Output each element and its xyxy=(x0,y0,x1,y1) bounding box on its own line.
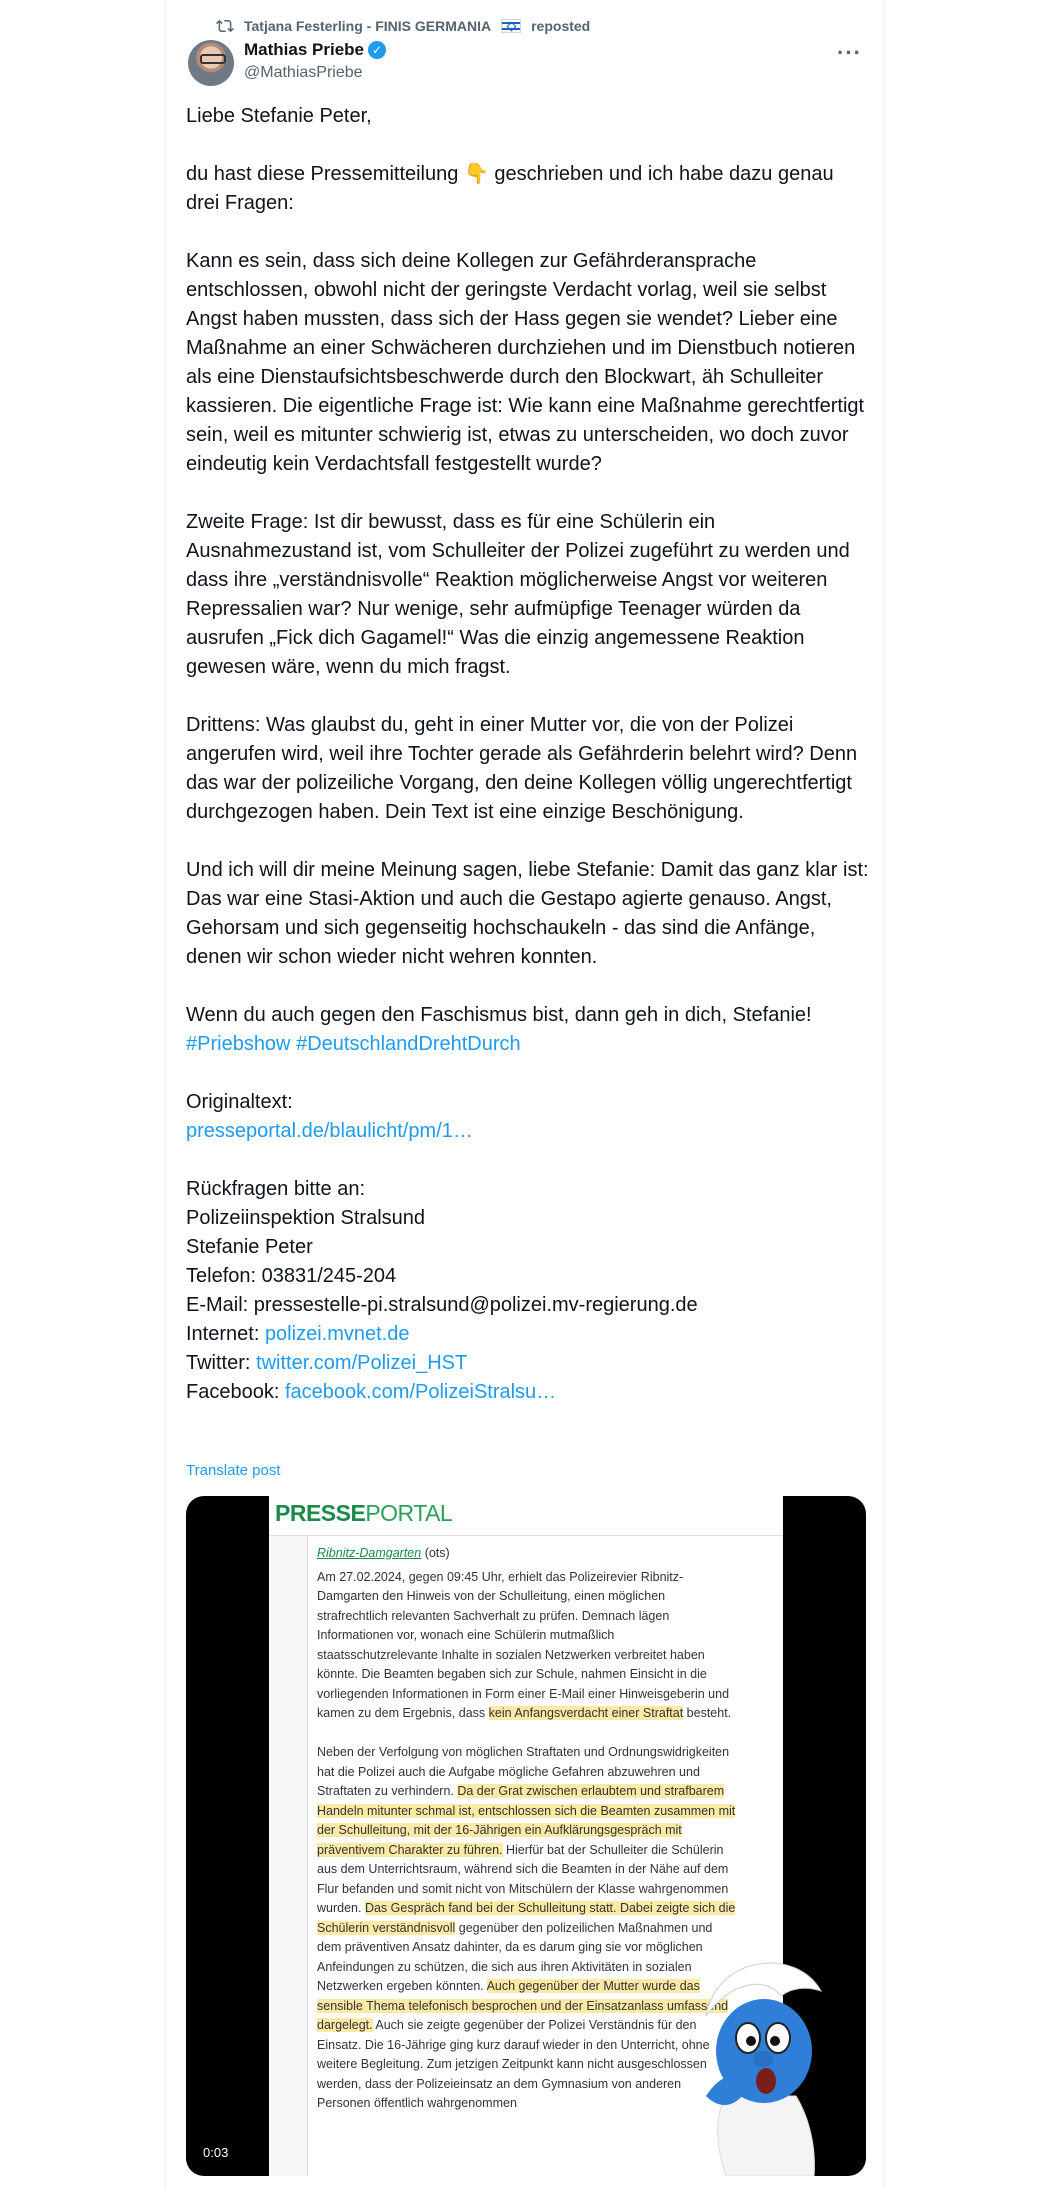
hashtag-priebshow[interactable]: #Priebshow xyxy=(186,1033,291,1055)
reposter-name[interactable]: Tatjana Festerling - FINIS GERMANIA xyxy=(244,18,492,34)
original-link[interactable]: presseportal.de/blaulicht/pm/1… xyxy=(186,1120,473,1142)
video-player[interactable] xyxy=(186,1496,866,2176)
repost-indicator xyxy=(216,16,590,36)
smurf-cartoon-icon xyxy=(686,1946,836,2176)
post-greeting: Liebe Stefanie Peter, xyxy=(186,105,372,127)
post-paragraph-4: Drittens: Was glaubst du, geht in einer Mutter vor, die von der Polizei angerufen wird, weil ihre Tochter gerade als Gefährderin belehrt wird? Denn das war der polizeiliche Vorgang, den deine Kollegen völlig ungerechtfertigt durchgezogen haben. Dein Text ist eine einzige Beschönigung. xyxy=(186,714,858,823)
post-paragraph-5: Und ich will dir meine Meinung sagen, liebe Stefanie: Damit das ganz klar ist: Das war eine Stasi-Aktion und auch die Gestapo agierte genauso. Angst, Gehorsam und sich gegenseitig hochschaukeln - das sind die Anfänge, denen wir schon wieder nicht wehren konnten. xyxy=(186,859,869,968)
repost-icon xyxy=(216,17,234,35)
author-name-text[interactable]: Mathias Priebe xyxy=(244,40,364,59)
tweet-card[interactable] xyxy=(165,0,885,2189)
flag-icon xyxy=(501,19,521,33)
video-timestamp: 0:03 xyxy=(198,2143,233,2162)
contact-email: E-Mail: pressestelle-pi.stralsund@polizei.mv-regierung.de xyxy=(186,1294,698,1316)
translate-post-link[interactable]: Translate post xyxy=(186,1462,281,1479)
contact-intro: Rückfragen bitte an: xyxy=(186,1178,365,1200)
pointing-down-emoji-icon: 👇 xyxy=(463,163,489,185)
internet-link[interactable]: polizei.mvnet.de xyxy=(264,1323,410,1345)
hashtag-deutschlanddrehtdurch[interactable]: #DeutschlandDrehtDurch xyxy=(296,1033,521,1055)
contact-internet: Internet: polizei.mvnet.de xyxy=(186,1323,410,1345)
tweet-text xyxy=(186,102,870,1407)
more-options-icon[interactable]: ··· xyxy=(837,40,862,65)
contact-org: Polizeiinspektion Stralsund xyxy=(186,1207,426,1229)
presseportal-logo: PRESSEPORTAL xyxy=(269,1496,783,1536)
original-label: Originaltext: xyxy=(186,1091,293,1113)
repost-suffix: reposted xyxy=(531,18,591,34)
author-handle[interactable]: @MathiasPriebe xyxy=(244,64,363,81)
avatar[interactable] xyxy=(188,40,234,86)
verified-badge-icon[interactable]: ✓ xyxy=(368,41,386,59)
post-paragraph-1: du hast diese Pressemitteilung 👇 geschrieben und ich habe dazu genau drei Fragen: xyxy=(186,163,834,214)
contact-phone: Telefon: 03831/245-204 xyxy=(186,1265,397,1287)
hashtags xyxy=(186,1030,870,1059)
author-name[interactable] xyxy=(244,40,386,60)
twitter-link[interactable]: twitter.com/Polizei_HST xyxy=(256,1352,468,1374)
post-paragraph-3: Zweite Frage: Ist dir bewusst, dass es für eine Schülerin ein Ausnahmezustand ist, vom Schulleiter der Polizei zugeführt zu werden und dass ihre „verständnisvolle“ Reaktion möglicherweise Angst vor weiteren Repressalien war? Nur wenige, sehr aufmüpfige Teenager würden da ausrufen „Fick dich Gagamel!“ Was die einzig angemessene Reaktion gewesen wäre, wenn du mich fragst. xyxy=(186,511,850,678)
contact-facebook: Facebook: facebook.com/PolizeiStralsu… xyxy=(186,1381,557,1403)
facebook-link[interactable]: facebook.com/PolizeiStralsu… xyxy=(284,1381,557,1403)
post-paragraph-6: Wenn du auch gegen den Faschismus bist, dann geh in dich, Stefanie! xyxy=(186,1004,812,1026)
press-place: Ribnitz-Damgarten xyxy=(317,1546,422,1560)
contact-person: Stefanie Peter xyxy=(186,1236,313,1258)
press-release-text: Ribnitz-Damgarten (ots) Am 27.02.2024, gegen 09:45 Uhr, erhielt das Polizeirevier Ribnitz-Damgarten den Hinweis von der Schulleitung, einen möglichen strafrechtlich relevanten Sachverhalt zu prüfen. Demnach lägen Informationen vor, wonach eine Schülerin mutmaßlich staatsschutzrelevante Inhalte in sozialen Netzwerken verbreitet haben könnte. Die Beamten begaben sich zur Schule, nahmen Einsicht in die vorliegenden Informationen in Form einer E-Mail einer Hinweisgeberin und kamen zu dem Ergebnis, dass kein Anfangsverdacht einer Straftat besteht. Neben der Verfolgung von möglichen Straftaten und Ordnungswidrigkeiten hat die Polizei auch die Aufgabe mögliche Gefahren abzuwehren und Straftaten zu verhindern. Da der Grat zwischen erlaubtem und strafbarem Handeln mitunter schmal ist, entschlossen sich die Beamten zusammen mit der Schulleitung, mit der 16-Jährigen ein Aufklärungsgespräch mit präventivem Charakter zu führen. Hierfür bat der Schulleiter die Schülerin aus dem Unterrichtsraum, während sich die Beamten in der Nähe auf dem Flur befanden und somit nicht von Mitschülern der Klasse wahrgenommen wurden. Das Gespräch fand bei der Schulleitung statt. Dabei zeigte sich die Schülerin verständnisvoll gegenüber den polizeilichen Maßnahmen und dem präventiven Ansatz dahinter, da es darum ging sie vor möglichen Anfeindungen zu schützen, die sich aus ihren Aktivitäten in sozialen Netzwerken ergeben könnten. Auch gegenüber der Mutter wurde das sensible Thema telefonisch besprochen und der Einsatzanlass umfassend dargelegt. Auch sie zeigte gegenüber der Polizei Verständnis für den Einsatz. Die 16-Jährige ging kurz darauf wieder in den Unterricht, ohne weitere Begleitung. Zum jetzigen Zeitpunkt kann nicht ausgeschlossen werden, dass der Polizeieinsatz an dem Gymnasium von anderen Personen öffentlich wahrgenommen xyxy=(317,1546,736,2110)
contact-twitter: Twitter: twitter.com/Polizei_HST xyxy=(186,1352,468,1374)
post-paragraph-2: Kann es sein, dass sich deine Kollegen zur Gefährderansprache entschlossen, obwohl nicht der geringste Verdacht vorlag, weil sie selbst Angst haben mussten, dass sich der Hass gegen sie wendet? Lieber eine Maßnahme an einer Schwächeren durchziehen und im Dienstbuch notieren als eine Dienstaufsichtsbeschwerde durch den Blockwart, äh Schulleiter kassieren. Die eigentliche Frage ist: Wie kann eine Maßnahme gerechtfertigt sein, weil es mitunter schwierig ist, etwas zu unterscheiden, wo doch zuvor eindeutig kein Verdachtsfall festgestellt wurde? xyxy=(186,250,865,475)
